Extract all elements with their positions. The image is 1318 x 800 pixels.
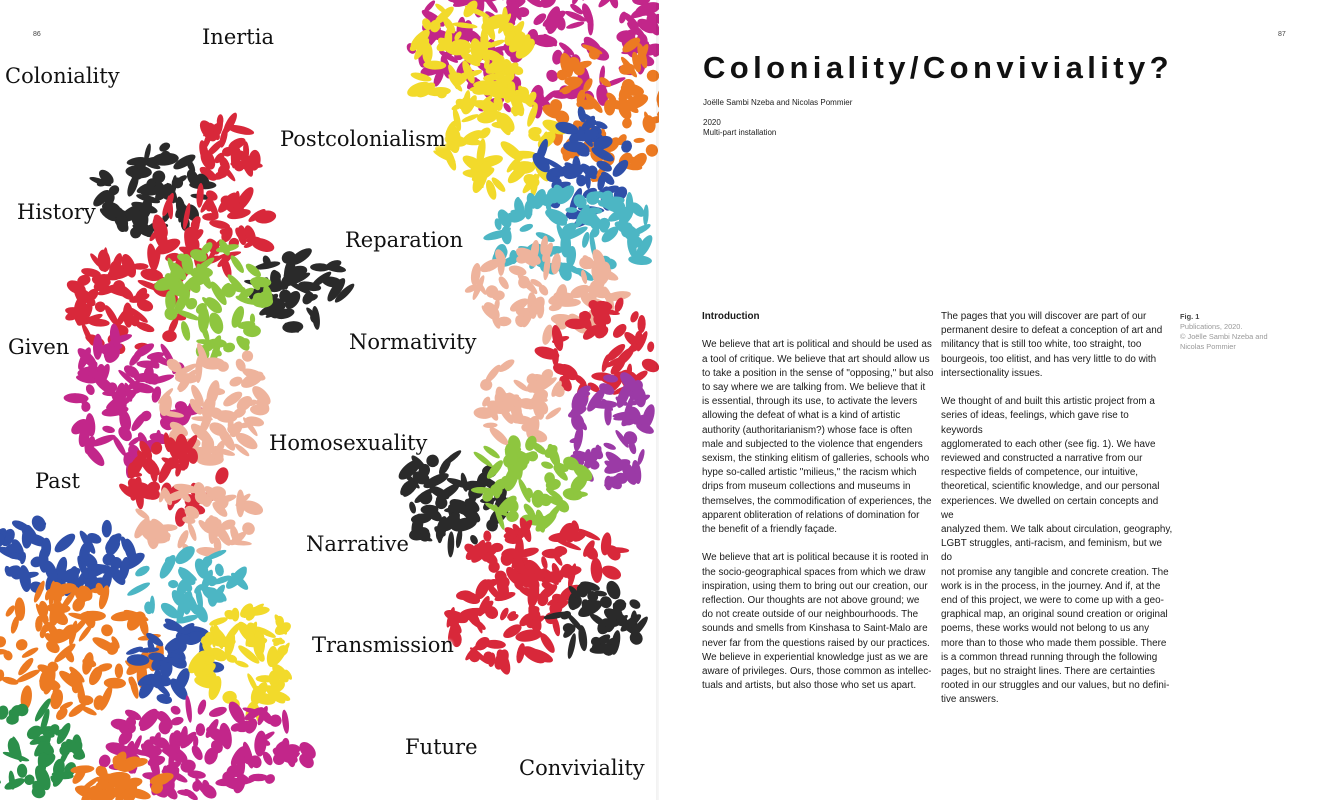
paragraph: The pages that you will discover are part of our permanent desire to defeat a conception of art and militancy that is still too white, too straight, too bourgeois, too elitist, and has very little to do with intersectionality issues. xyxy=(941,311,1163,379)
confetti-mark xyxy=(467,649,481,664)
confetti-mark xyxy=(102,425,116,435)
confetti-mark xyxy=(126,580,152,598)
keyword-reparation: Reparation xyxy=(345,228,464,252)
confetti-mark xyxy=(99,622,115,638)
confetti-mark xyxy=(169,704,182,716)
confetti-mark xyxy=(487,425,511,448)
confetti-mark xyxy=(14,637,30,653)
confetti-mark xyxy=(228,375,244,389)
keyword-conviviality: Conviviality xyxy=(519,756,645,780)
keyword-homosexuality: Homosexuality xyxy=(269,431,428,455)
article-medium: Multi-part installation xyxy=(703,128,777,137)
confetti-mark xyxy=(202,213,219,221)
confetti-mark xyxy=(84,383,96,396)
confetti-mark xyxy=(52,530,79,555)
confetti-mark xyxy=(573,492,588,498)
keyword-narrative: Narrative xyxy=(306,532,409,556)
confetti-mark xyxy=(603,441,617,451)
confetti-mark xyxy=(162,330,177,342)
confetti-mark xyxy=(600,563,624,582)
confetti-mark xyxy=(628,597,642,610)
confetti-mark xyxy=(249,774,269,782)
page-number-left: 86 xyxy=(33,31,41,38)
confetti-mark xyxy=(497,275,511,291)
right-page xyxy=(659,0,1318,800)
confetti-mark xyxy=(483,422,498,428)
text-column-2 xyxy=(941,310,1173,722)
confetti-mark xyxy=(104,677,127,689)
confetti-mark xyxy=(213,465,231,486)
confetti-mark xyxy=(637,315,646,333)
keyword-normativity: Normativity xyxy=(349,330,477,354)
confetti-mark xyxy=(196,698,208,715)
confetti-mark xyxy=(231,608,239,622)
keyword-transmission: Transmission xyxy=(312,633,454,657)
paragraph: We thought of and built this artistic project from a series of ideas, feelings, which gave rise to keywords agglomerated to each other (see fig. 1). We have reviewed and constructed a narrative from our respective fields of competence, our intuitive, theoretical, scientific knowledge, and our personal experiences. We dwelled on certain concepts and we analyzed them. We talk about circulation, geography, LGBT struggles, anti-racism, and feminism, but we do not promise any tangible and concrete creation. The work is in the process, in the journey. And if, at the end of this project, we were to come up with a geo- graphical map, an original sound creation or original poems, these works would not belong to us any more than to those who made them possible. There is a common thread running through the following pages, but no straight lines. There are certainties rooted in our struggles and our values, but no defini- tive answers. xyxy=(941,396,1173,706)
article-year: 2020 xyxy=(703,118,721,127)
keyword-past: Past xyxy=(35,469,80,493)
text-column-1 xyxy=(702,310,934,708)
confetti-mark xyxy=(236,490,245,518)
caption-label: Fig. 1 xyxy=(1180,312,1200,321)
confetti-mark xyxy=(189,743,205,761)
page-number-right: 87 xyxy=(1278,31,1286,38)
confetti-mark xyxy=(79,695,94,705)
confetti-mark xyxy=(519,222,535,233)
paragraph: We believe that art is political and should be used as a tool of critique. We believe that art should allow us to take a position in the sense of "opposing," but also to say where we are talking from. We believe that it is essential, through its use, to activate the levers allowing the defeat of what is a kind of artistic authority (authoritarianism?) whose face is often male and subjected to the violence that engenders sexism, the stinking elitism of galleries, schools who hype so-called artistic "milieus," the racism which drips from museum collections and museums in themselves, the commodification of experiences, the apparent obliteration of relations of domination for the benefit of a friendly façade. xyxy=(702,339,934,536)
confetti-mark xyxy=(206,311,226,336)
keyword-history: History xyxy=(17,200,96,224)
caption-text: Publications, 2020. © Joëlle Sambi Nzeba and Nicolas Pommier xyxy=(1180,322,1268,351)
confetti-mark xyxy=(524,200,533,219)
keyword-given: Given xyxy=(8,335,70,359)
confetti-mark xyxy=(311,306,321,331)
confetti-mark xyxy=(633,138,645,144)
confetti-mark xyxy=(155,693,173,706)
confetti-mark xyxy=(15,667,41,684)
article-authors: Joëlle Sambi Nzeba and Nicolas Pommier xyxy=(703,98,853,107)
article-title: Coloniality/Conviviality? xyxy=(703,50,1173,85)
confetti-mark xyxy=(434,2,448,14)
confetti-mark xyxy=(581,231,591,248)
confetti-mark xyxy=(461,113,480,124)
confetti-mark xyxy=(208,705,228,719)
keyword-inertia: Inertia xyxy=(202,25,274,49)
confetti-mark xyxy=(142,745,162,757)
confetti-mark xyxy=(196,723,205,736)
confetti-mark xyxy=(179,320,192,342)
confetti-mark xyxy=(442,448,463,467)
confetti-mark xyxy=(168,580,179,589)
confetti-mark xyxy=(0,736,1,754)
keyword-coloniality: Coloniality xyxy=(5,64,120,88)
introduction-heading: Introduction xyxy=(702,311,760,322)
confetti-mark xyxy=(94,300,107,313)
confetti-mark xyxy=(508,264,528,278)
figure-caption xyxy=(1180,312,1268,352)
confetti-mark xyxy=(101,520,112,538)
confetti-mark xyxy=(208,615,228,627)
confetti-mark xyxy=(115,664,123,679)
keyword-future: Future xyxy=(405,735,478,759)
confetti-mark xyxy=(281,709,290,734)
confetti-mark xyxy=(646,341,654,352)
confetti-mark xyxy=(590,557,603,583)
confetti-mark xyxy=(447,531,455,557)
confetti-mark xyxy=(643,204,650,225)
confetti-mark xyxy=(217,361,229,372)
confetti-mark xyxy=(482,0,499,14)
confetti-mark xyxy=(0,775,2,786)
confetti-mark xyxy=(214,563,225,578)
keyword-postcolonialism: Postcolonialism xyxy=(280,127,446,151)
confetti-mark xyxy=(282,320,304,333)
paragraph: We believe that art is political because it is rooted in the socio-geographical spaces from which we draw inspiration, using them to bring out our creation, our reflection. Our thoughts are not above ground; we do not create outside of our neighbourhoods. The sounds and smells from Kinshasa to Saint-Malo are never far from the questions raised by our practices. We believe in experiential knowledge just as we are aware of privileges. Ours, those common as intellec- tuals and artists, but also those who set us apart. xyxy=(702,552,932,692)
confetti-mark xyxy=(97,364,105,376)
confetti-mark xyxy=(621,117,633,130)
confetti-mark xyxy=(17,763,28,778)
confetti-mark xyxy=(565,20,584,30)
